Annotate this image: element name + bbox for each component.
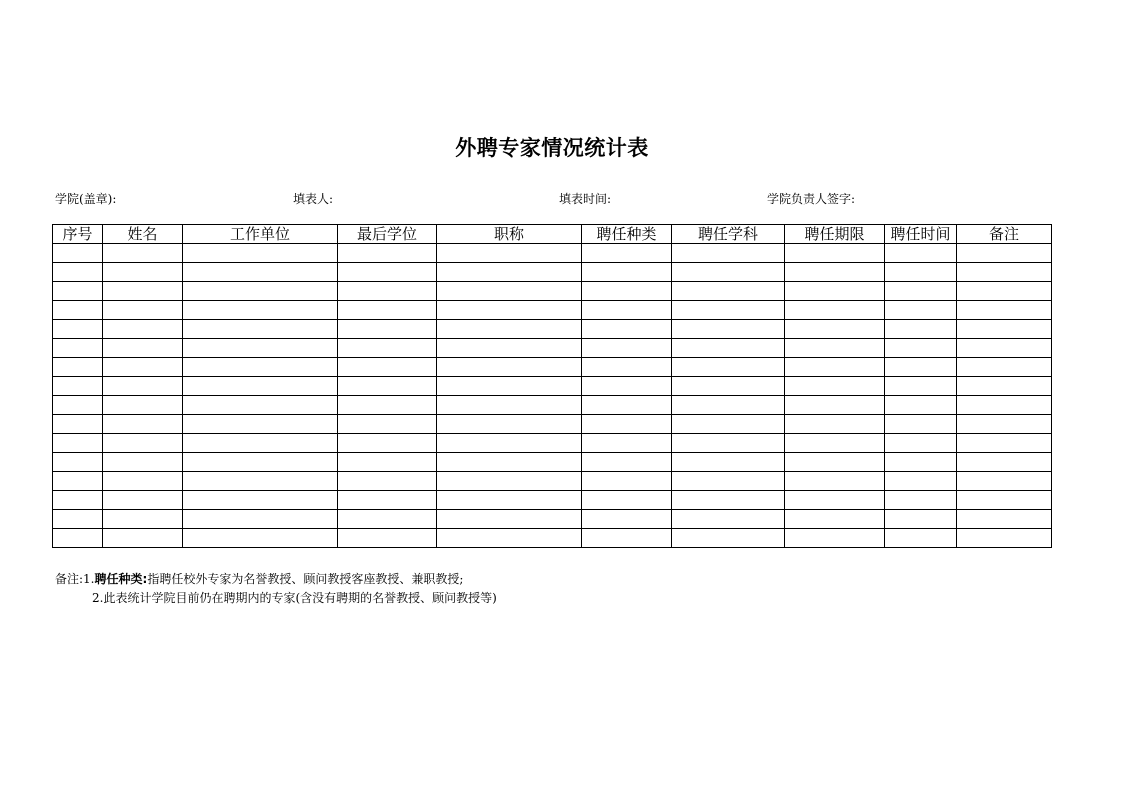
table-cell[interactable] [437,472,582,491]
table-cell[interactable] [338,453,437,472]
table-cell[interactable] [103,529,183,548]
table-cell[interactable] [437,415,582,434]
table-cell[interactable] [957,244,1052,263]
table-cell[interactable] [53,472,103,491]
table-cell[interactable] [53,434,103,453]
table-cell[interactable] [183,472,338,491]
table-cell[interactable] [957,491,1052,510]
table-cell[interactable] [103,415,183,434]
table-cell[interactable] [582,396,672,415]
table-cell[interactable] [103,453,183,472]
table-cell[interactable] [183,320,338,339]
table-cell[interactable] [582,472,672,491]
table-cell[interactable] [103,396,183,415]
table-cell[interactable] [338,472,437,491]
table-cell[interactable] [957,434,1052,453]
table-cell[interactable] [582,320,672,339]
table-cell[interactable] [338,339,437,358]
table-cell[interactable] [437,320,582,339]
table-cell[interactable] [785,377,885,396]
table-cell[interactable] [957,510,1052,529]
table-cell[interactable] [437,396,582,415]
header-term: 聘任期限 [785,225,885,244]
table-cell[interactable] [885,244,957,263]
table-cell[interactable] [672,510,785,529]
table-cell[interactable] [957,396,1052,415]
table-row [53,339,1052,358]
table-header-row [53,225,1052,244]
table-cell[interactable] [785,244,885,263]
table-cell[interactable] [582,453,672,472]
filler-label: 填表人: [293,192,334,206]
note-line1-text: 指聘任校外专家为名誉教授、顾问教授客座教授、兼职教授; [147,572,464,586]
table-cell[interactable] [183,453,338,472]
table-cell[interactable] [437,491,582,510]
header-workplace: 工作单位 [183,225,338,244]
table-cell[interactable] [53,377,103,396]
table-cell[interactable] [957,358,1052,377]
table-cell[interactable] [672,301,785,320]
table-cell[interactable] [885,491,957,510]
table-cell[interactable] [437,434,582,453]
table-row [53,434,1052,453]
table-cell[interactable] [785,529,885,548]
table-cell[interactable] [437,453,582,472]
table-cell[interactable] [53,282,103,301]
table-cell[interactable] [672,358,785,377]
fill-time-label: 填表时间: [559,192,612,206]
table-cell[interactable] [338,529,437,548]
header-appointment-type: 聘任种类 [582,225,672,244]
table-cell[interactable] [957,472,1052,491]
table-cell[interactable] [183,339,338,358]
table-cell[interactable] [103,244,183,263]
table-cell[interactable] [53,396,103,415]
header-name: 姓名 [103,225,183,244]
table-cell[interactable] [437,377,582,396]
table-cell[interactable] [183,358,338,377]
table-cell[interactable] [53,339,103,358]
table-cell[interactable] [53,320,103,339]
table-cell[interactable] [437,510,582,529]
table-cell[interactable] [785,396,885,415]
table-cell[interactable] [183,491,338,510]
table-cell[interactable] [885,529,957,548]
dean-signature-label: 学院负责人签字: [767,192,856,206]
table-cell[interactable] [582,510,672,529]
header-index: 序号 [53,225,103,244]
header-subject: 聘任学科 [672,225,785,244]
table-cell[interactable] [582,434,672,453]
header-appointment-time: 聘任时间 [885,225,957,244]
table-cell[interactable] [885,453,957,472]
table-row [53,415,1052,434]
table-cell[interactable] [785,282,885,301]
table-cell[interactable] [785,415,885,434]
table-cell[interactable] [885,510,957,529]
table-row [53,377,1052,396]
table-cell[interactable] [338,244,437,263]
table-cell[interactable] [672,396,785,415]
table-cell[interactable] [785,491,885,510]
table-cell[interactable] [672,282,785,301]
table-cell[interactable] [957,263,1052,282]
table-cell[interactable] [672,244,785,263]
header-title: 职称 [437,225,582,244]
table-cell[interactable] [338,301,437,320]
table-cell[interactable] [957,301,1052,320]
expert-table [52,224,1052,548]
table-cell[interactable] [582,282,672,301]
table-cell[interactable] [885,282,957,301]
table-cell[interactable] [582,529,672,548]
table-cell[interactable] [103,301,183,320]
table-cell[interactable] [885,301,957,320]
table-cell[interactable] [582,339,672,358]
table-cell[interactable] [885,320,957,339]
table-cell[interactable] [785,453,885,472]
table-cell[interactable] [785,301,885,320]
table-cell[interactable] [582,491,672,510]
table-cell[interactable] [785,510,885,529]
table-cell[interactable] [885,415,957,434]
table-row [53,263,1052,282]
table-cell[interactable] [338,434,437,453]
table-cell[interactable] [437,358,582,377]
table-row [53,510,1052,529]
note-prefix: 备注:1. [55,572,95,586]
table-cell[interactable] [672,377,785,396]
table-row [53,472,1052,491]
table-row [53,320,1052,339]
table-cell[interactable] [53,358,103,377]
table-cell[interactable] [183,415,338,434]
table-cell[interactable] [437,301,582,320]
college-seal-label: 学院(盖章): [55,192,117,206]
table-row [53,491,1052,510]
table-cell[interactable] [183,529,338,548]
table-cell[interactable] [53,263,103,282]
table-row [53,301,1052,320]
table-cell[interactable] [183,282,338,301]
table-cell[interactable] [672,339,785,358]
table-cell[interactable] [885,396,957,415]
notes [55,570,497,608]
table-row [53,529,1052,548]
table-cell[interactable] [785,358,885,377]
table-cell[interactable] [957,339,1052,358]
table-cell[interactable] [53,415,103,434]
table-cell[interactable] [885,339,957,358]
table-cell[interactable] [582,244,672,263]
table-cell[interactable] [885,472,957,491]
table-cell[interactable] [885,434,957,453]
table-cell[interactable] [885,377,957,396]
table-cell[interactable] [957,453,1052,472]
table-cell[interactable] [103,491,183,510]
table-cell[interactable] [785,339,885,358]
header-degree: 最后学位 [338,225,437,244]
table-cell[interactable] [582,415,672,434]
table-cell[interactable] [672,263,785,282]
table-cell[interactable] [437,339,582,358]
note-line-2: 2.此表统计学院目前仍在聘期内的专家(含没有聘期的名誉教授、顾问教授等) [92,591,497,605]
table-cell[interactable] [582,263,672,282]
table-cell[interactable] [103,472,183,491]
table-cell[interactable] [183,301,338,320]
table-cell[interactable] [338,415,437,434]
table-cell[interactable] [103,377,183,396]
table-cell[interactable] [53,244,103,263]
table-cell[interactable] [103,434,183,453]
table-cell[interactable] [183,434,338,453]
table-cell[interactable] [183,263,338,282]
table-cell[interactable] [957,377,1052,396]
table-cell[interactable] [672,453,785,472]
table-row [53,358,1052,377]
table-cell[interactable] [437,244,582,263]
table-cell[interactable] [338,358,437,377]
note-line-1 [55,570,497,589]
table-cell[interactable] [53,510,103,529]
table-cell[interactable] [785,320,885,339]
table-cell[interactable] [437,282,582,301]
table-cell[interactable] [103,510,183,529]
table-cell[interactable] [885,263,957,282]
table-cell[interactable] [103,320,183,339]
table-cell[interactable] [437,529,582,548]
table-cell[interactable] [183,510,338,529]
table-row [53,396,1052,415]
table-cell[interactable] [338,491,437,510]
table-cell[interactable] [672,491,785,510]
table-cell[interactable] [957,415,1052,434]
table-cell[interactable] [672,472,785,491]
table-cell[interactable] [103,358,183,377]
table-cell[interactable] [672,434,785,453]
table-cell[interactable] [957,282,1052,301]
table-cell[interactable] [885,358,957,377]
table-cell[interactable] [53,529,103,548]
table-cell[interactable] [582,301,672,320]
table-cell[interactable] [582,358,672,377]
table-cell[interactable] [183,377,338,396]
note-term: 聘任种类: [94,572,148,586]
table-cell[interactable] [672,415,785,434]
table-cell[interactable] [338,320,437,339]
table-cell[interactable] [338,396,437,415]
table-cell[interactable] [582,377,672,396]
table-cell[interactable] [53,491,103,510]
table-cell[interactable] [957,529,1052,548]
table-cell[interactable] [53,453,103,472]
table-body [53,244,1052,548]
table-cell[interactable] [338,510,437,529]
table-cell[interactable] [338,263,437,282]
table-cell[interactable] [785,434,885,453]
header-remarks: 备注 [957,225,1052,244]
table-row [53,453,1052,472]
table-cell[interactable] [437,263,582,282]
table-cell[interactable] [183,396,338,415]
table-cell[interactable] [338,282,437,301]
table-cell[interactable] [103,282,183,301]
table-cell[interactable] [183,244,338,263]
table-row [53,244,1052,263]
table-cell[interactable] [103,339,183,358]
table-cell[interactable] [672,320,785,339]
table-cell[interactable] [53,301,103,320]
table-cell[interactable] [338,377,437,396]
table-cell[interactable] [957,320,1052,339]
table-cell[interactable] [785,472,885,491]
table-cell[interactable] [103,263,183,282]
page-title: 外聘专家情况统计表 [455,136,649,160]
table-row [53,282,1052,301]
table-cell[interactable] [672,529,785,548]
table-cell[interactable] [785,263,885,282]
